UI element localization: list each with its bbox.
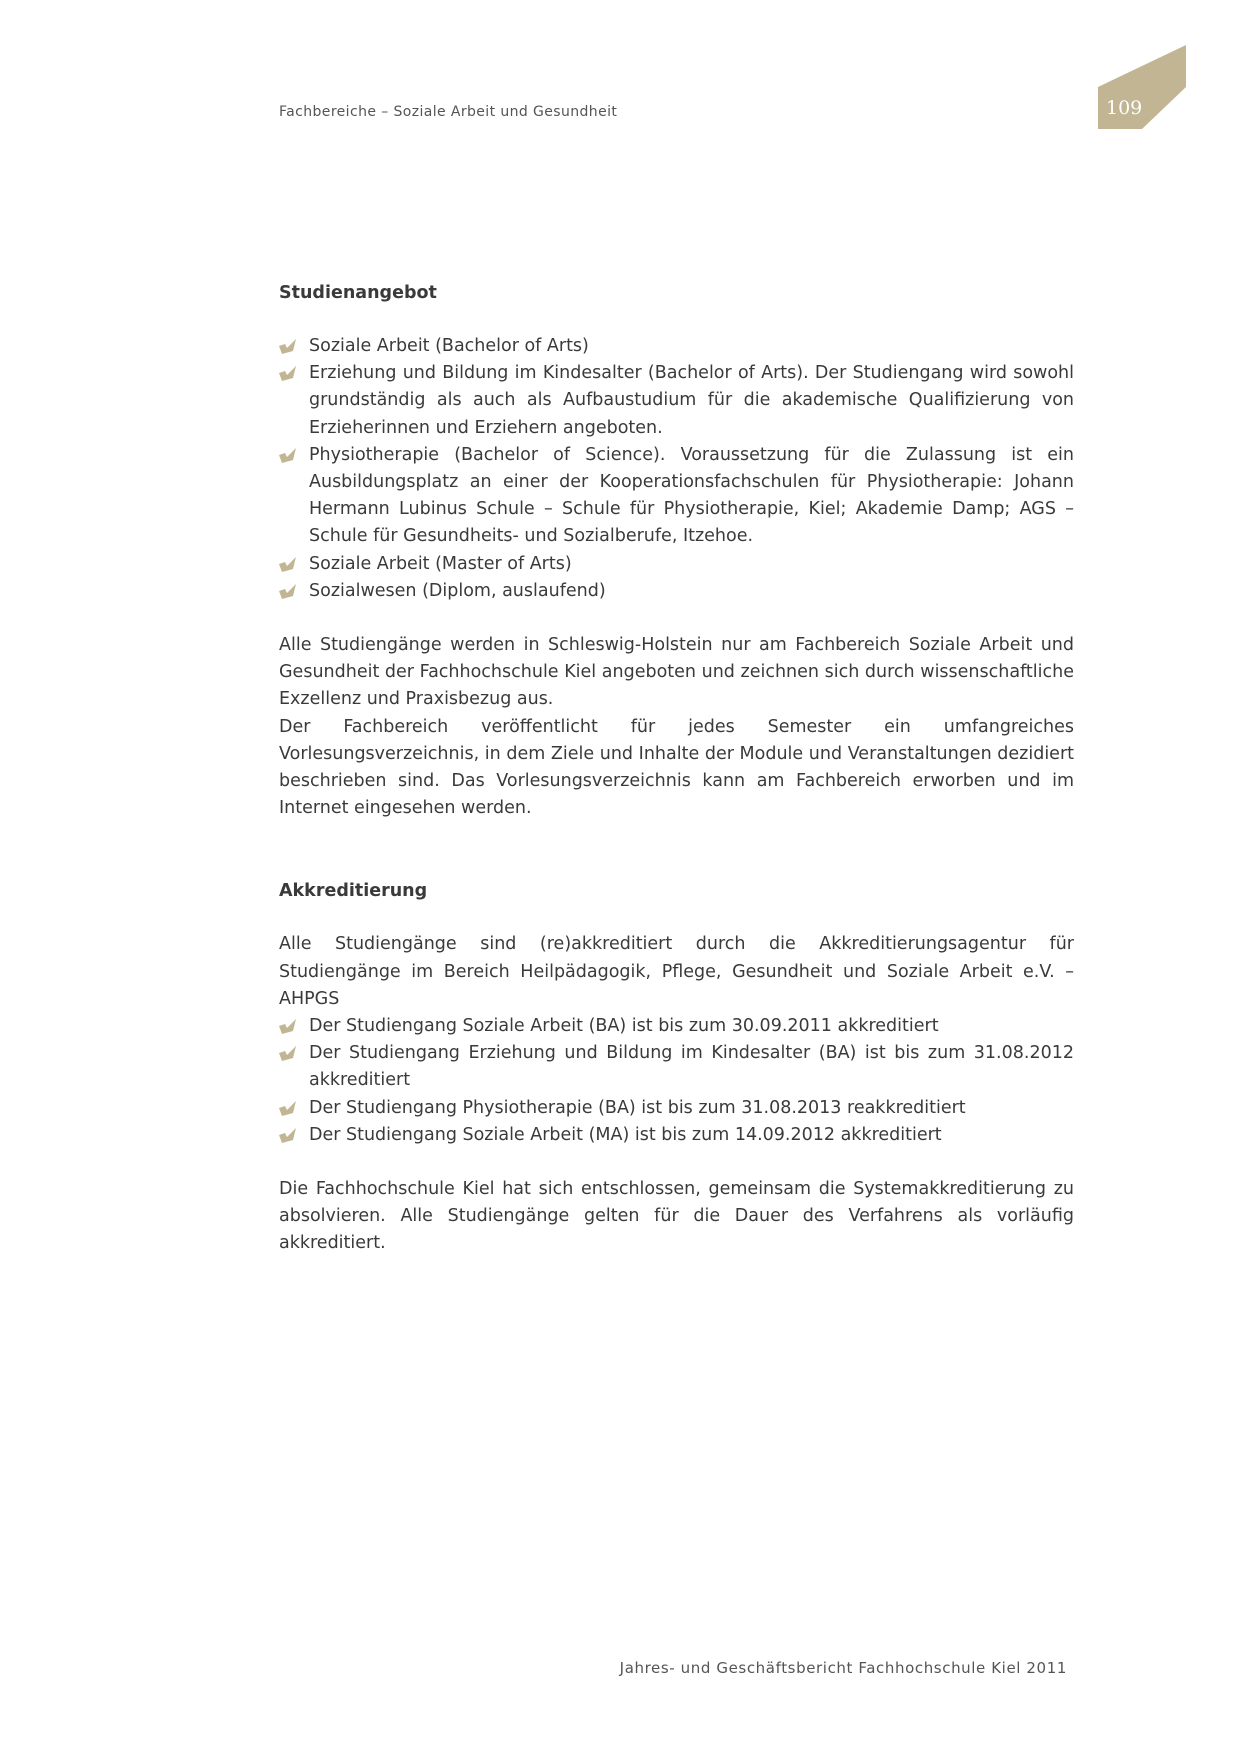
- list-item: [279, 442, 1074, 551]
- list-item-text: Erziehung und Bildung im Kindesalter (Bachelor of Arts). Der Studiengang wird sowohl grundständig als auch als Aufbaustudium für die akademische Qualifizierung von Erzieherinnen und Erziehern angeboten.: [309, 363, 1074, 438]
- checkmark-arrow-icon: [279, 366, 297, 381]
- checkmark-arrow-icon: [279, 1128, 297, 1143]
- studienangebot-list: [279, 333, 1074, 605]
- list-item-text: Der Studiengang Physiotherapie (BA) ist bis zum 31.08.2013 reakkreditiert: [309, 1097, 966, 1118]
- paragraph-system-accreditation: Die Fachhochschule Kiel hat sich entschlossen, gemeinsam die Systemakkreditierung zu absolvieren. Alle Studiengänge gelten für die Dauer des Verfahrens als vorläufig akkreditiert.: [279, 1179, 1074, 1254]
- akkreditierung-list: [279, 1013, 1074, 1149]
- section-heading-studienangebot: Studienangebot: [279, 283, 437, 303]
- list-item-text: Soziale Arbeit (Master of Arts): [309, 553, 572, 574]
- list-item: [279, 1040, 1074, 1094]
- list-item: [279, 333, 1074, 360]
- list-item-text: Sozialwesen (Diplom, auslaufend): [309, 580, 606, 601]
- running-header: Fachbereiche – Soziale Arbeit und Gesundheit: [279, 104, 618, 120]
- page-number-badge: [1098, 45, 1186, 129]
- page-footer: Jahres- und Geschäftsbericht Fachhochschule Kiel 2011: [619, 1659, 1067, 1677]
- spacer: [279, 1149, 1074, 1176]
- list-item: [279, 551, 1074, 578]
- list-item: [279, 1095, 1074, 1122]
- list-item: [279, 360, 1074, 442]
- spacer: [279, 605, 1074, 632]
- list-item-text: Der Studiengang Erziehung und Bildung im Kindesalter (BA) ist bis zum 31.08.2012 akkreditiert: [309, 1043, 1074, 1091]
- checkmark-arrow-icon: [279, 1019, 297, 1034]
- main-content: [279, 280, 1074, 1258]
- list-item: [279, 1013, 1074, 1040]
- list-item-text: Der Studiengang Soziale Arbeit (BA) ist bis zum 30.09.2011 akkreditiert: [309, 1016, 939, 1037]
- section-heading-akkreditierung: Akkreditierung: [279, 881, 428, 902]
- list-item-text: Soziale Arbeit (Bachelor of Arts): [309, 336, 589, 356]
- paragraph-course-catalog: Der Fachbereich veröffentlicht für jedes Semester ein umfangreiches Vorlesungsverzeichnis, in dem Ziele und Inhalte der Module und Veranstaltungen dezidiert beschrieben sind. Das Vorlesungsverzeichnis kann am Fachbereich erworben und im Internet eingesehen werden.: [279, 716, 1074, 819]
- list-item-text: Der Studiengang Soziale Arbeit (MA) ist bis zum 14.09.2012 akkreditiert: [309, 1124, 942, 1145]
- checkmark-arrow-icon: [279, 1046, 297, 1061]
- list-item: [279, 578, 1074, 605]
- paragraph-accreditation-intro: Alle Studiengänge sind (re)akkreditiert durch die Akkreditierungsagentur für Studiengänge im Bereich Heilpädagogik, Pflege, Gesundheit und Soziale Arbeit e.V. – AHPGS: [279, 934, 1074, 1009]
- checkmark-arrow-icon: [279, 584, 297, 599]
- list-item-text: Physiotherapie (Bachelor of Science). Voraussetzung für die Zulassung ist ein Ausbildungsplatz an einer der Kooperationsfachschulen für Physiotherapie: Johann Hermann Lubinus Schule – Schule für Physiotherapie, Kiel; Akademie Damp; AGS – Schule für Gesundheits- und Sozialberufe, Itzehoe.: [309, 444, 1074, 547]
- list-item: [279, 1122, 1074, 1149]
- paragraph-study-exclusivity: Alle Studiengänge werden in Schleswig-Holstein nur am Fachbereich Soziale Arbeit und Gesundheit der Fachhochschule Kiel angeboten und zeichnen sich durch wissenschaftliche Exzellenz und Praxisbezug aus.: [279, 635, 1074, 710]
- page-number: 109: [1106, 97, 1143, 119]
- checkmark-arrow-icon: [279, 557, 297, 572]
- checkmark-arrow-icon: [279, 339, 297, 354]
- checkmark-arrow-icon: [279, 1101, 297, 1116]
- checkmark-arrow-icon: [279, 448, 297, 463]
